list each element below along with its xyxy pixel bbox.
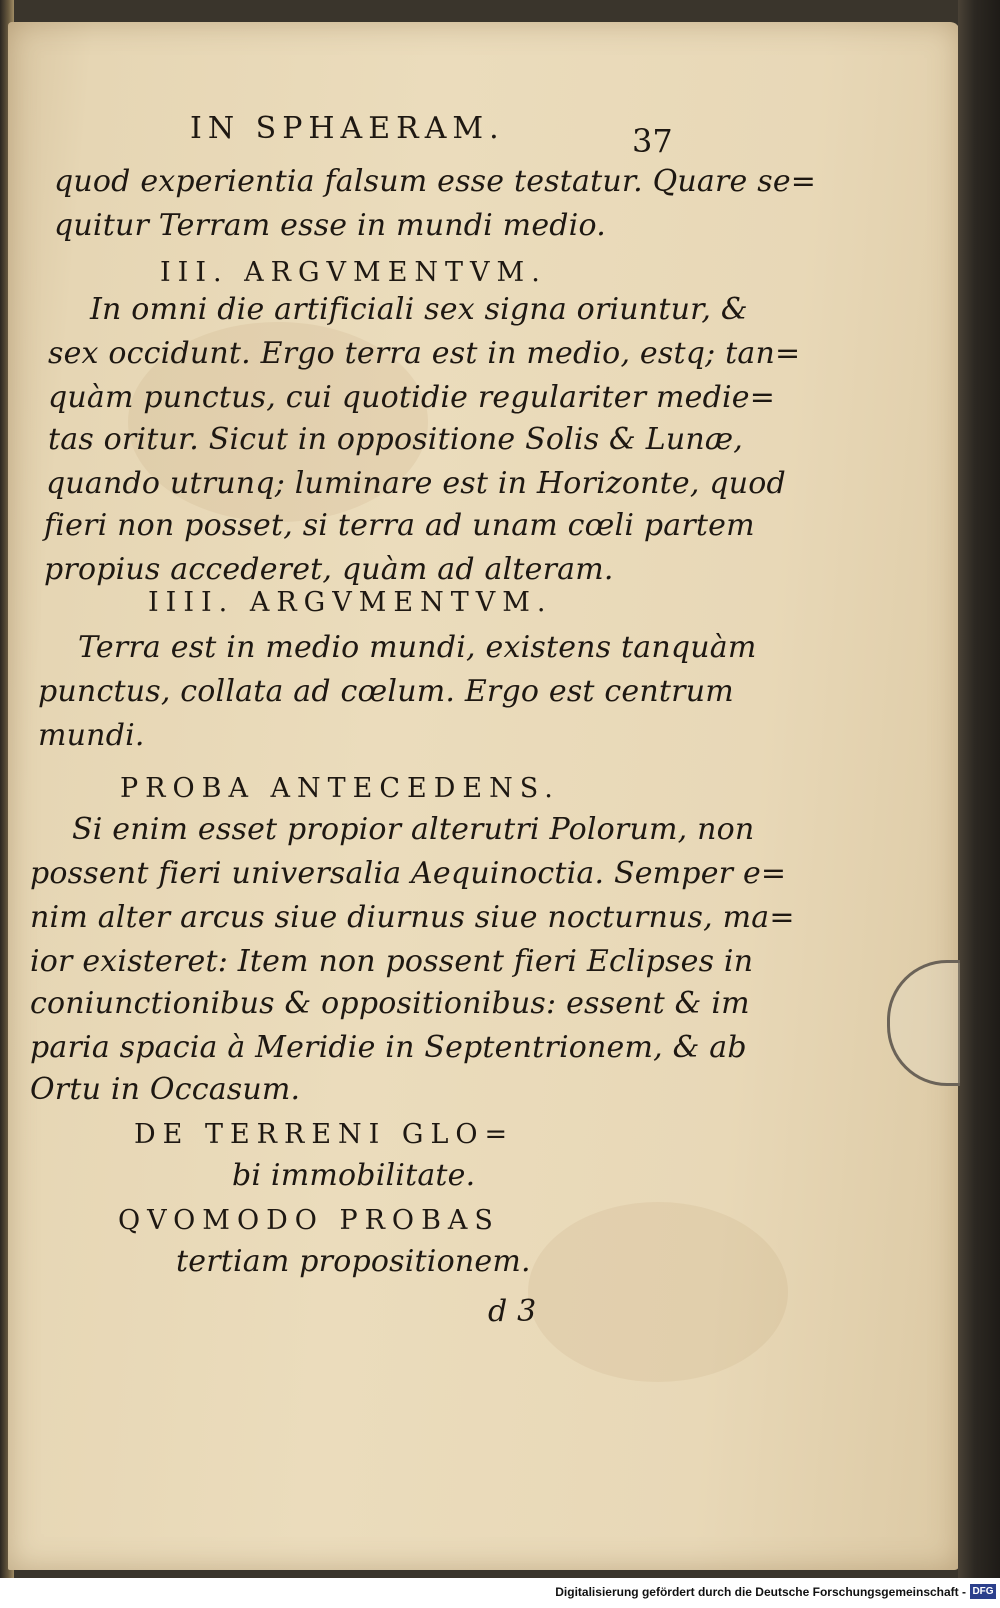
- signature-mark: d 3: [488, 1294, 537, 1329]
- text-line: sex occidunt. Ergo terra est in medio, estq; tan=: [48, 336, 801, 371]
- digitization-footer: [0, 1578, 1000, 1608]
- section-heading: DE TERRENI GLO=: [134, 1119, 515, 1150]
- section-subheading: tertiam propositionem.: [176, 1244, 531, 1279]
- running-head: IN SPHAERAM.: [190, 111, 505, 146]
- text-line: nim alter arcus siue diurnus siue nocturnus, ma=: [30, 900, 795, 935]
- text-line: quàm punctus, cui quotidie regulariter medie=: [48, 380, 776, 415]
- text-line: propius accederet, quàm ad alteram.: [44, 552, 614, 587]
- section-heading: III. ARGVMENTVM.: [160, 257, 547, 288]
- section-heading: IIII. ARGVMENTVM.: [148, 587, 553, 618]
- text-line: punctus, collata ad cœlum. Ergo est centrum: [38, 674, 734, 709]
- text-line: fieri non posset, si terra ad unam cœli partem: [44, 508, 755, 543]
- text-line: quando utrunq; luminare est in Horizonte, quod: [46, 466, 786, 501]
- section-heading: QVOMODO PROBAS: [118, 1205, 500, 1236]
- text-line: tas oritur. Sicut in oppositione Solis & Lunæ,: [48, 422, 743, 457]
- text-line: paria spacia à Meridie in Septentrionem, & ab: [30, 1030, 747, 1065]
- section-subheading: bi immobilitate.: [232, 1158, 476, 1193]
- text-line: Ortu in Occasum.: [30, 1072, 301, 1107]
- text-line: quitur Terram esse in mundi medio.: [54, 208, 606, 243]
- folio-number: 37: [632, 122, 673, 160]
- text-line: possent fieri universalia Aequinoctia. Semper e=: [30, 856, 787, 891]
- dfg-logo[interactable]: DFG: [970, 1584, 996, 1599]
- text-line: quod experientia falsum esse testatur. Quare se=: [54, 164, 817, 199]
- text-line: coniunctionibus & oppositionibus: essent & im: [30, 986, 750, 1021]
- text-line: In omni die artificiali sex signa oriuntur, &: [90, 292, 748, 327]
- text-line: mundi.: [38, 718, 145, 753]
- text-line: Si enim esset propior alterutri Polorum, non: [72, 812, 755, 847]
- text-line: Terra est in medio mundi, existens tanquàm: [78, 630, 757, 665]
- text-line: ior existeret: Item non possent fieri Eclipses in: [30, 944, 754, 979]
- funding-credit: Digitalisierung gefördert durch die Deutsche Forschungsgemeinschaft -: [555, 1585, 966, 1599]
- section-heading: PROBA ANTECEDENS.: [120, 773, 560, 804]
